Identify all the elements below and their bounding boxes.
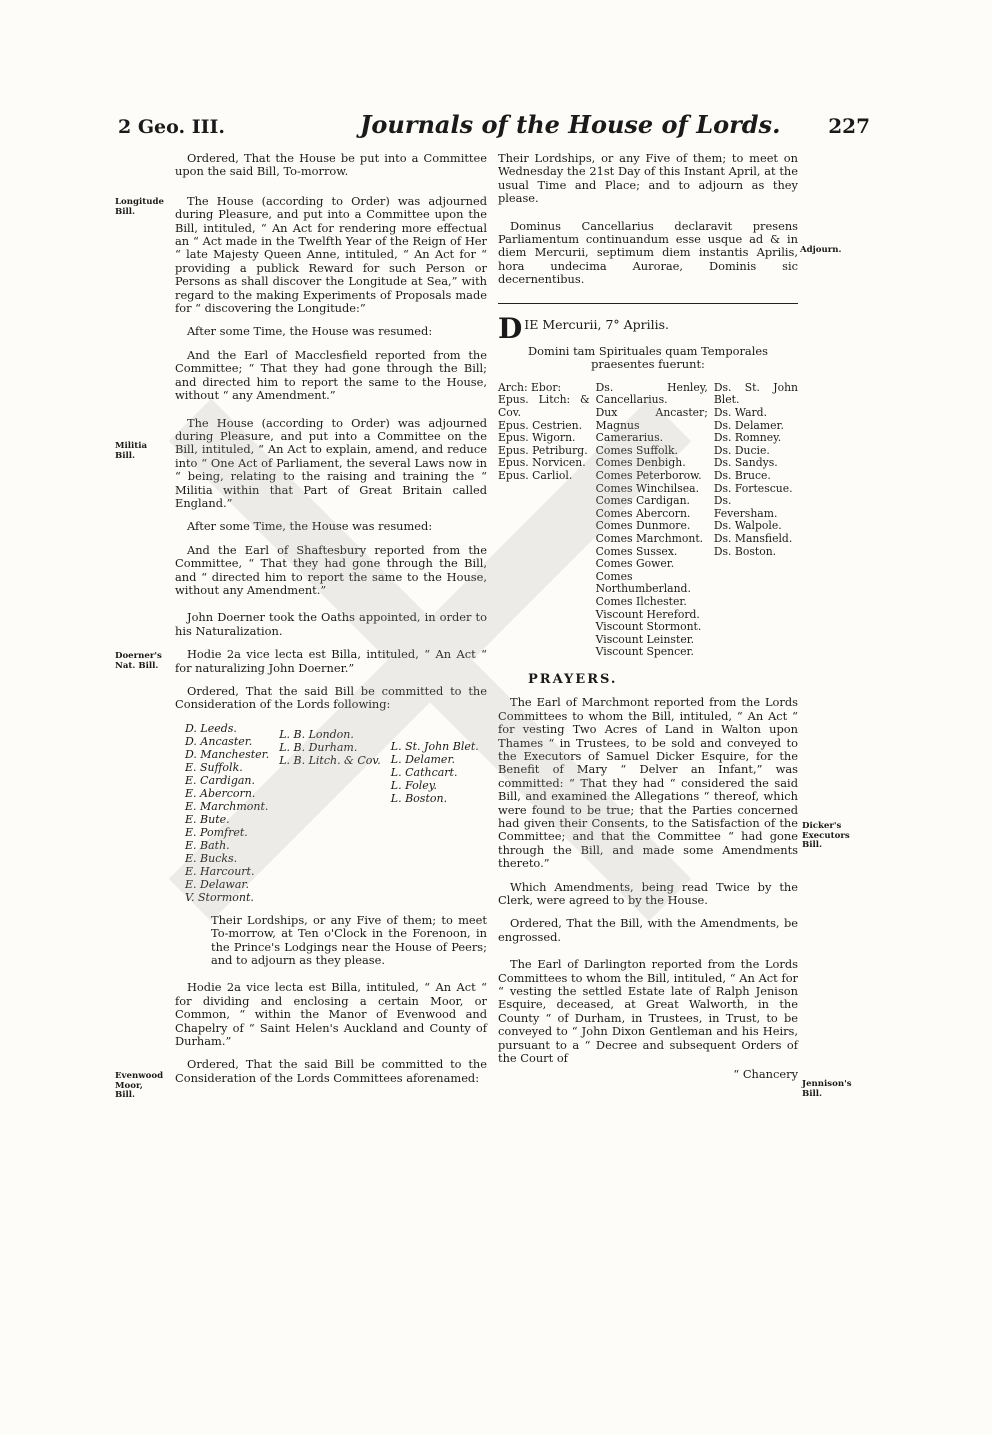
lords-committee-list [185,722,487,904]
attendee-name: Dux Ancaster; Magnus Camerarius. [595,406,708,445]
catchword: “ Chancery [733,1066,798,1081]
lords-list-column-3 [391,740,479,904]
lord-name: D. Manchester. [185,747,270,761]
left-column [175,152,487,1095]
attendee-name: Epus. Carliol. [498,469,573,483]
attendee-name: Ds. Henley, Cancellarius. [595,380,708,407]
lord-name: L. St. John Blet. [390,739,479,753]
day-heading [498,311,798,345]
attendee-name: Ds. Walpole. [713,519,782,533]
attendee-name: Viscount Hereford. [595,607,700,621]
militia-bill-entry: The House (according to Order) was adjourned during Pleasure, and put into a Committee on the Bill, intituled, “ An Act to explain, amend, and reduce into “ One Act of Parliament, the several Laws now in “ being, relating to the raising and training the “ Militia within that Part of Great Britain called England.” [175,415,487,510]
attendee-name: Comes Denbigh. [595,456,686,470]
attendee-name: Comes Suffolk. [595,443,678,457]
lord-name: E. Bute. [185,812,230,826]
lord-name: E. Abercorn. [185,786,256,800]
attendee-name: Arch: Ebor: [498,380,562,394]
house-resumed-1: After some Time, the House was resumed: [187,324,433,339]
lord-name: L. B. Litch. & Cov. [279,753,381,767]
lord-name: E. Bath. [185,838,230,852]
attendee-name: Ds. Boston. [713,544,777,558]
attendee-name: Epus. Cestrien. [498,418,583,432]
attendee-name: Ds. Sandys. [713,456,778,470]
lord-name: E. Bucks. [185,851,238,865]
house-resumed-2: After some Time, the House was resumed: [187,519,433,534]
running-title: Journals of the House of Lords. [360,110,781,139]
attendee-name: Ds. Feversham. [713,494,778,520]
attendee-name: Ds. St. John Blet. [713,380,798,407]
attendee-name: Comes Northumberland. [595,569,691,596]
margin-note-longitude: Longitude Bill. [115,197,164,217]
day-heading-text: IE Mercurii, 7° Aprilis. [524,316,670,332]
adjournment-entry: Dominus Cancellarius declaravit presens Parliamentum continuandum esse usque ad & in diem Mercurii, septimum diem instantis Aprilis, hora undecima Aurorae, Dominis sic decernentibus. [498,218,798,287]
attendee-name: Comes Winchilsea. [595,481,700,495]
lords-list-column-1 [185,722,269,904]
engrossment-order: Ordered, That the Bill, with the Amendments, be engrossed. [498,916,798,944]
prayers-heading: PRAYERS. [528,671,618,687]
attendee-name: Ds. Mansfield. [713,532,793,545]
attendee-name: Ds. Ducie. [713,443,770,457]
margin-note-evenwood: Evenwood Moor, Bill. [115,1071,164,1101]
attendee-name: Viscount Leinster. [595,632,695,646]
evenwood-committal-order: Ordered, That the said Bill be committed to the Consideration of the Lords Committees aforenamed: [175,1057,487,1085]
attendee-name: Comes Cardigan. [595,494,690,508]
attendee-name: Ds. Delamer. [713,418,784,432]
attendee-name: Epus. Wigorn. [498,431,576,445]
lord-name: V. Stormont. [185,890,254,904]
lord-name: E. Harcourt. [185,864,255,878]
attendee-name: Comes Dunmore. [595,519,691,533]
lord-name: E. Pomfret. [185,825,248,839]
attendee-name: Comes Ilchester. [595,594,687,608]
attendee-name: Ds. Ward. [713,406,768,420]
lord-name: E. Marchmont. [185,799,269,813]
attendee-name: Epus. Petriburg. [498,443,588,457]
evenwood-bill-reading: Hodie 2a vice lecta est Billa, intituled, “ An Act “ for dividing and enclosing a certain Moor, or Common, “ within the Manor of Evenwood and Chapelry of “ Saint Helen's Auckland and County of Durham.” [175,980,487,1049]
attendee-name: Ds. Fortescue. [713,481,793,495]
attendee-name: Comes Abercorn. [595,506,691,520]
attendee-name: Ds. Bruce. [713,469,771,483]
attendance-barons [714,382,798,659]
amendments-agreed: Which Amendments, being read Twice by the Clerk, were agreed to by the House. [498,879,798,908]
darlington-report: The Earl of Darlington reported from the Lords Committees to whom the Bill, intituled, “ An Act for “ vesting the settled Estate late of Ralph Jenison Esquire, deceased, at Great Walworth, in the County “ of Durham, in Trustees, in Trust, to be conveyed to “ John Dixon Gentleman and his Heirs, pursuant to a “ Decree and subsequent Orders of the Court of [498,957,798,1066]
margin-note-jennison: Jennison's Bill. [802,1079,852,1099]
lords-meeting-note: Their Lordships, or any Five of them; to meet on Wednesday the 21st Day of this Instant April, at the usual Time and Place; and to adjourn as they please. [498,151,798,206]
lord-name: L. B. Durham. [279,740,358,754]
attendee-name: Viscount Stormont. [595,620,702,634]
doerner-oaths: John Doerner took the Oaths appointed, in order to his Naturalization. [175,610,487,638]
lord-name: L. Delamer. [390,752,455,766]
margin-note-dicker: Dicker's Executors Bill. [802,821,850,851]
attendee-name: Comes Marchmont. [595,532,704,545]
lords-list-column-2 [279,728,381,904]
longitude-bill-entry: The House (according to Order) was adjourned during Pleasure, and put into a Committee upon the Bill, intituled, “ An Act for rendering more effectual an “ Act made in the Twelfth Year of the Reign of Her “ late Majesty Queen Anne, intituled, “ An Act for “ providing a publick Reward for such Person or Persons as shall discover the Longitude at Sea,” with regard to the making Experiments of Proposals made for “ discovering the Longitude:” [175,193,487,316]
page-header [110,108,870,148]
lord-name: L. B. London. [279,727,354,741]
page-number: 227 [828,114,870,138]
lord-name: E. Suffolk. [185,760,243,774]
attendee-name: Epus. Litch: & Cov. [498,393,590,420]
margin-note-militia: Militia Bill. [115,441,148,461]
attendee-name: Viscount Spencer. [595,645,694,659]
lord-name: L. Cathcart. [390,765,458,779]
attendance-temporal [596,382,708,659]
attendee-name: Comes Peterborow. [595,469,702,483]
right-column [498,152,798,1081]
margin-note-adjourn: Adjourn. [800,245,842,255]
margin-note-doerner: Doerner's Nat. Bill. [115,651,162,671]
macclesfield-report: And the Earl of Macclesfield reported from the Committee; “ That they had gone through the Bill; and directed him to report the same to the House, without “ any Amendment.” [175,347,487,403]
marchmont-report: The Earl of Marchmont reported from the Lords Committees to whom the Bill, intituled, “ An Act “ for vesting Two Acres of Land in Walton upon Thames “ in Trustees, to be sold and conveyed to the Executors of Samuel Dicker Esquire, for the Benefit of Mary “ Delver an Infant,” was committed: “ That they had “ considered the said Bill, and examined the Allegations “ thereof, which were found to be true; that the Parties concerned had given their Consents, to the Satisfaction of the Committee; and that the Committee “ had gone through the Bill, and made some Amendments thereto.” [498,695,798,871]
regnal-year: 2 Geo. III. [118,116,225,138]
attendance-spiritual [498,382,590,659]
section-rule [498,303,798,304]
attendee-name: Comes Gower. [595,557,675,571]
lord-name: E. Cardigan. [185,773,255,787]
lord-name: D. Leeds. [185,721,237,735]
doerner-committal-order: Ordered, That the said Bill be committed to the Consideration of the Lords following: [175,684,487,712]
attendance-heading: Domini tam Spirituales quam Temporales praesentes fuerunt: [528,344,768,372]
order-committee: Ordered, That the House be put into a Committee upon the said Bill, To-morrow. [175,151,487,179]
attendance-list [498,382,798,659]
lord-name: L. Foley. [390,778,438,792]
committee-meeting-note: Their Lordships, or any Five of them; to meet To-morrow, at Ten o'Clock in the Forenoon, in the Prince's Lodgings near the House of Peers; and to adjourn as they please. [211,912,487,968]
lord-name: D. Ancaster. [185,734,253,748]
attendee-name: Epus. Norvicen. [498,456,586,470]
day-drop-cap: D [498,311,523,345]
lord-name: E. Delawar. [185,877,249,891]
attendee-name: Comes Sussex. [595,544,678,558]
doerner-bill-reading: Hodie 2a vice lecta est Billa, intituled, “ An Act “ for naturalizing John Doerner.” [175,647,487,675]
attendee-name: Ds. Romney. [713,431,782,445]
shaftesbury-report: And the Earl of Shaftesbury reported from the Committee, “ That they had gone through the Bill, and “ directed him to report the same to the House, without any Amendment.” [175,542,487,597]
lord-name: L. Boston. [390,791,448,805]
